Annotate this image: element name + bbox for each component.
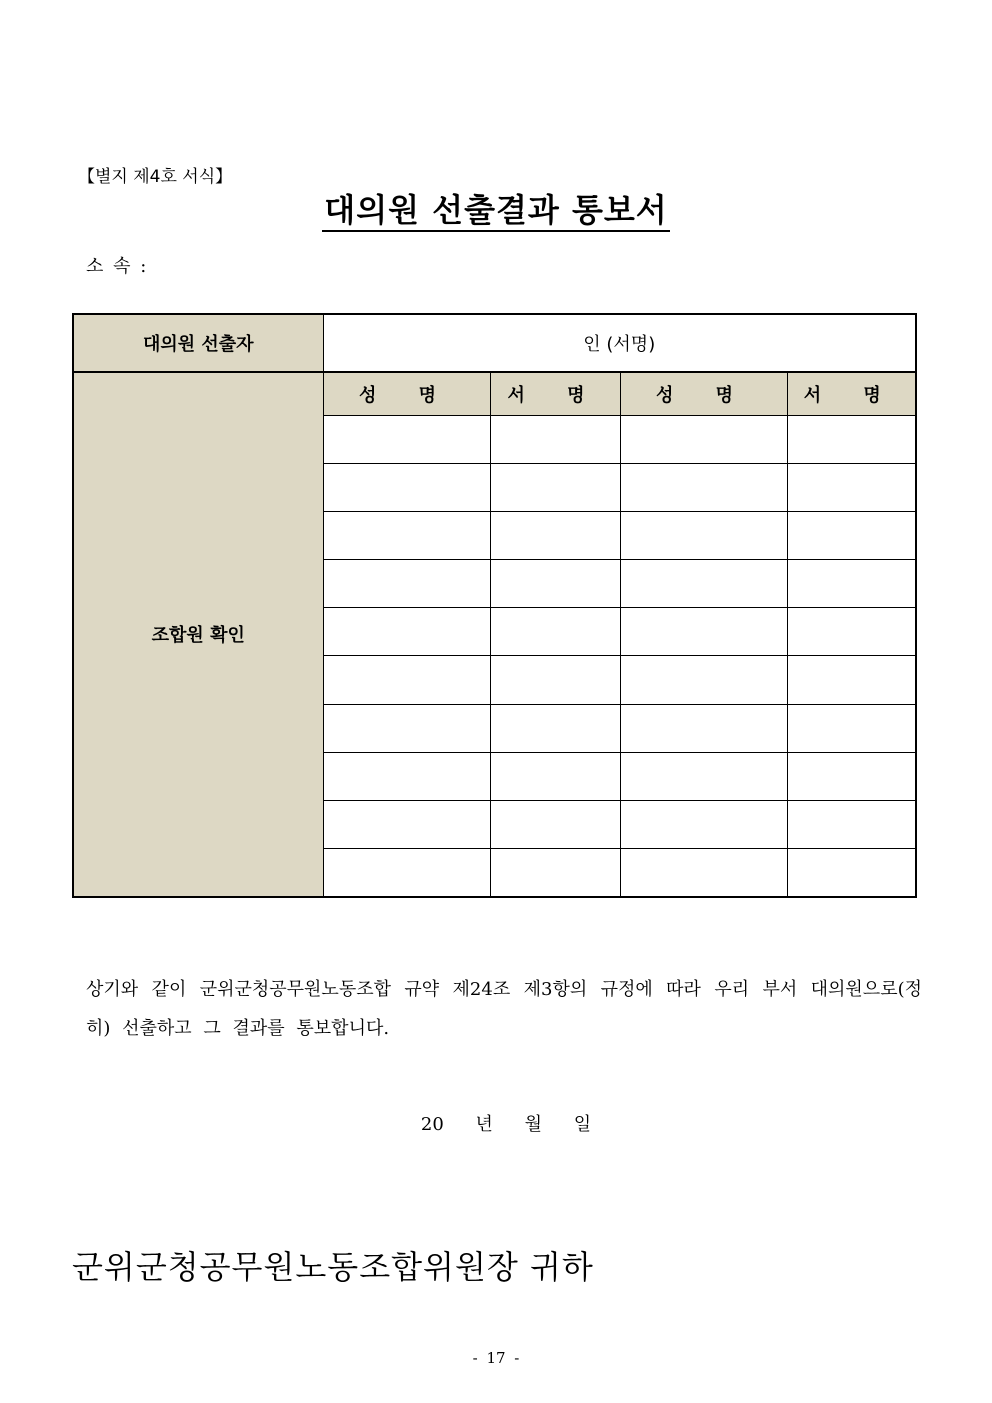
form-number-label: 【별지 제4호 서식】 xyxy=(78,167,233,187)
member-confirm-label-cell: 조합원 확인 xyxy=(73,372,323,897)
member-signature-cell[interactable] xyxy=(490,849,620,897)
member-signature-cell[interactable] xyxy=(490,752,620,800)
member-name-cell[interactable] xyxy=(323,752,490,800)
affiliation-label: 소 속 : xyxy=(86,256,149,277)
member-name-cell[interactable] xyxy=(323,415,490,463)
member-signature-cell[interactable] xyxy=(490,801,620,849)
page-number: - 17 - xyxy=(472,1349,520,1367)
member-name-cell[interactable] xyxy=(620,415,787,463)
member-name-cell[interactable] xyxy=(323,801,490,849)
member-name-cell[interactable] xyxy=(620,608,787,656)
member-name-cell[interactable] xyxy=(620,656,787,704)
member-signature-cell[interactable] xyxy=(490,463,620,511)
col-header-signature-2: 서 명 xyxy=(787,372,916,415)
member-name-cell[interactable] xyxy=(323,463,490,511)
member-signature-cell[interactable] xyxy=(787,463,916,511)
member-signature-cell[interactable] xyxy=(787,511,916,559)
member-signature-cell[interactable] xyxy=(490,415,620,463)
member-signature-cell[interactable] xyxy=(787,801,916,849)
member-name-cell[interactable] xyxy=(620,704,787,752)
member-name-cell[interactable] xyxy=(620,463,787,511)
member-signature-cell[interactable] xyxy=(787,849,916,897)
document-title: 대의원 선출결과 통보서 xyxy=(322,190,669,232)
member-name-cell[interactable] xyxy=(323,704,490,752)
member-name-cell[interactable] xyxy=(323,511,490,559)
member-signature-cell[interactable] xyxy=(490,656,620,704)
col-header-name-1: 성 명 xyxy=(323,372,490,415)
member-signature-cell[interactable] xyxy=(787,752,916,800)
elector-label-cell: 대의원 선출자 xyxy=(73,314,323,372)
election-result-table xyxy=(72,313,917,898)
member-signature-cell[interactable] xyxy=(490,560,620,608)
member-signature-cell[interactable] xyxy=(490,704,620,752)
member-name-cell[interactable] xyxy=(620,560,787,608)
member-signature-cell[interactable] xyxy=(787,560,916,608)
member-signature-cell[interactable] xyxy=(490,511,620,559)
member-name-cell[interactable] xyxy=(323,608,490,656)
body-paragraph: 상기와 같이 군위군청공무원노동조합 규약 제24조 제3항의 규정에 따라 우리 부서 대의원으로(정히) 선출하고 그 결과를 통보합니다. xyxy=(86,979,922,1039)
column-header-row xyxy=(73,372,916,415)
title-container xyxy=(0,190,992,232)
member-name-cell[interactable] xyxy=(620,752,787,800)
elector-row xyxy=(73,314,916,372)
elector-signature-cell[interactable]: 인 (서명) xyxy=(323,314,916,372)
col-header-signature-1: 서 명 xyxy=(490,372,620,415)
member-name-cell[interactable] xyxy=(323,560,490,608)
member-signature-cell[interactable] xyxy=(787,415,916,463)
date-line: 20 년 월 일 xyxy=(420,1114,592,1135)
member-name-cell[interactable] xyxy=(620,801,787,849)
col-header-name-2: 성 명 xyxy=(620,372,787,415)
member-name-cell[interactable] xyxy=(323,656,490,704)
member-signature-cell[interactable] xyxy=(787,608,916,656)
member-signature-cell[interactable] xyxy=(490,608,620,656)
member-name-cell[interactable] xyxy=(620,511,787,559)
member-signature-cell[interactable] xyxy=(787,656,916,704)
member-signature-cell[interactable] xyxy=(787,704,916,752)
recipient-line: 군위군청공무원노동조합위원장 귀하 xyxy=(72,1248,594,1286)
member-name-cell[interactable] xyxy=(323,849,490,897)
member-name-cell[interactable] xyxy=(620,849,787,897)
